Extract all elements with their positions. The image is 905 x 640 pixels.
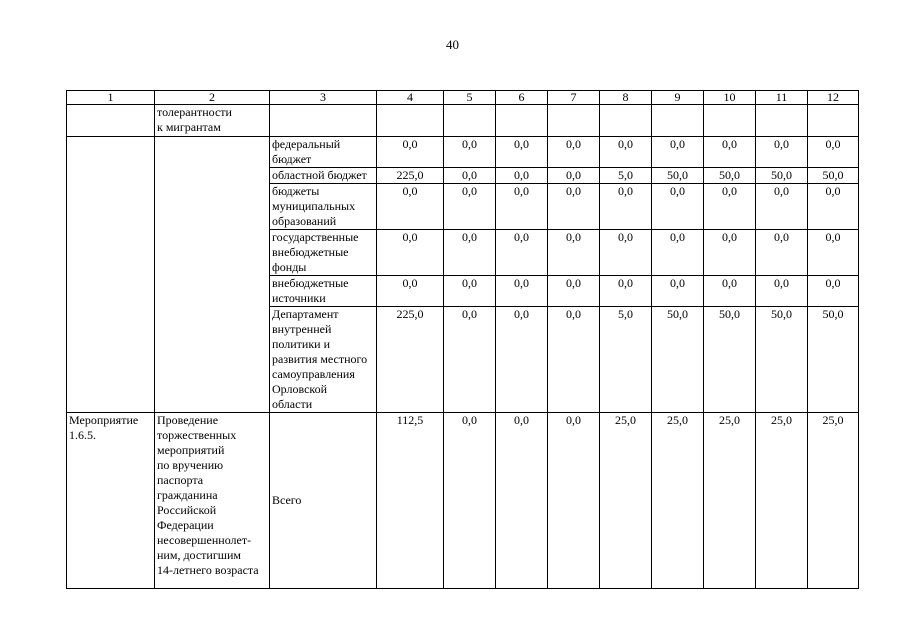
value-cell: 50,0 — [808, 307, 859, 413]
empty-cell — [600, 105, 652, 137]
continuation-title: толерантности к мигрантам — [155, 105, 270, 137]
value-cell: 5,0 — [600, 307, 652, 413]
value-cell: 0,0 — [652, 230, 704, 276]
value-cell: 0,0 — [652, 184, 704, 230]
value-cell: 50,0 — [808, 168, 859, 184]
funding-source: областной бюджет — [270, 168, 377, 184]
value-cell: 50,0 — [756, 307, 808, 413]
value-cell: 0,0 — [548, 413, 600, 589]
value-cell: 0,0 — [600, 184, 652, 230]
empty-cell — [756, 105, 808, 137]
value-cell: 225,0 — [377, 307, 444, 413]
column-number: 5 — [444, 91, 496, 105]
empty-cell — [270, 105, 377, 137]
value-cell: 25,0 — [704, 413, 756, 589]
value-cell: 0,0 — [652, 276, 704, 307]
value-cell: 50,0 — [652, 307, 704, 413]
value-cell: 0,0 — [548, 137, 600, 168]
value-cell: 0,0 — [377, 276, 444, 307]
column-number: 3 — [270, 91, 377, 105]
funding-row-federal — [67, 137, 859, 168]
value-cell: 0,0 — [444, 184, 496, 230]
funding-source: государственные внебюджетные фонды — [270, 230, 377, 276]
empty-cell — [808, 105, 859, 137]
column-number: 6 — [496, 91, 548, 105]
value-cell: 50,0 — [704, 168, 756, 184]
value-cell: 0,0 — [756, 230, 808, 276]
value-cell: 0,0 — [548, 184, 600, 230]
funding-source: федеральный бюджет — [270, 137, 377, 168]
value-cell: 50,0 — [756, 168, 808, 184]
page-number: 40 — [446, 37, 459, 52]
value-cell: 0,0 — [704, 184, 756, 230]
empty-cell — [67, 105, 155, 137]
value-cell: 0,0 — [756, 184, 808, 230]
value-cell: 0,0 — [444, 276, 496, 307]
value-cell: 0,0 — [548, 276, 600, 307]
value-cell: 0,0 — [496, 413, 548, 589]
empty-cell — [496, 105, 548, 137]
column-number: 9 — [652, 91, 704, 105]
value-cell: 0,0 — [704, 276, 756, 307]
funding-source: внебюджетные источники — [270, 276, 377, 307]
value-cell: 25,0 — [808, 413, 859, 589]
value-cell: 0,0 — [548, 307, 600, 413]
funding-source: Департамент внутренней политики и развития местного самоуправления Орловской области — [270, 307, 377, 413]
continuation-row — [67, 105, 859, 137]
value-cell: 0,0 — [444, 307, 496, 413]
value-cell: 0,0 — [652, 137, 704, 168]
value-cell: 0,0 — [496, 307, 548, 413]
column-number: 8 — [600, 91, 652, 105]
empty-cell — [444, 105, 496, 137]
value-cell: 0,0 — [808, 276, 859, 307]
funding-source: бюджеты муниципальных образований — [270, 184, 377, 230]
value-cell: 0,0 — [548, 230, 600, 276]
budget-table — [66, 90, 859, 589]
column-number: 7 — [548, 91, 600, 105]
value-cell: 0,0 — [377, 230, 444, 276]
value-cell: 25,0 — [756, 413, 808, 589]
value-cell: 0,0 — [496, 276, 548, 307]
value-cell: 25,0 — [600, 413, 652, 589]
funding-source: Всего — [270, 413, 377, 589]
value-cell: 0,0 — [600, 276, 652, 307]
value-cell: 0,0 — [548, 168, 600, 184]
value-cell: 0,0 — [704, 230, 756, 276]
value-cell: 0,0 — [808, 137, 859, 168]
activity-row — [67, 413, 859, 589]
empty-cell — [155, 137, 270, 413]
value-cell: 0,0 — [600, 230, 652, 276]
value-cell: 25,0 — [652, 413, 704, 589]
value-cell: 0,0 — [444, 413, 496, 589]
value-cell: 0,0 — [444, 137, 496, 168]
value-cell: 0,0 — [808, 230, 859, 276]
value-cell: 225,0 — [377, 168, 444, 184]
empty-cell — [548, 105, 600, 137]
value-cell: 0,0 — [377, 184, 444, 230]
empty-cell — [67, 137, 155, 413]
empty-cell — [652, 105, 704, 137]
activity-id: Мероприятие 1.6.5. — [67, 413, 155, 589]
value-cell: 50,0 — [652, 168, 704, 184]
empty-cell — [377, 105, 444, 137]
column-number: 10 — [704, 91, 756, 105]
value-cell: 0,0 — [756, 276, 808, 307]
value-cell: 5,0 — [600, 168, 652, 184]
value-cell: 0,0 — [444, 230, 496, 276]
column-number: 12 — [808, 91, 859, 105]
value-cell: 0,0 — [808, 184, 859, 230]
value-cell: 0,0 — [496, 184, 548, 230]
column-number: 2 — [155, 91, 270, 105]
value-cell: 0,0 — [444, 168, 496, 184]
column-number: 4 — [377, 91, 444, 105]
value-cell: 0,0 — [496, 230, 548, 276]
column-number-row — [67, 91, 859, 105]
empty-cell — [704, 105, 756, 137]
column-number: 1 — [67, 91, 155, 105]
column-number: 11 — [756, 91, 808, 105]
value-cell: 0,0 — [496, 137, 548, 168]
value-cell: 0,0 — [704, 137, 756, 168]
value-cell: 0,0 — [756, 137, 808, 168]
value-cell: 50,0 — [704, 307, 756, 413]
value-cell: 112,5 — [377, 413, 444, 589]
value-cell: 0,0 — [377, 137, 444, 168]
activity-name: Проведение торжественных мероприятий по вручению паспорта гражданина Российской Федерации несовершеннолет- ним, достигшим 14-летнего возраста — [155, 413, 270, 589]
value-cell: 0,0 — [496, 168, 548, 184]
value-cell: 0,0 — [600, 137, 652, 168]
